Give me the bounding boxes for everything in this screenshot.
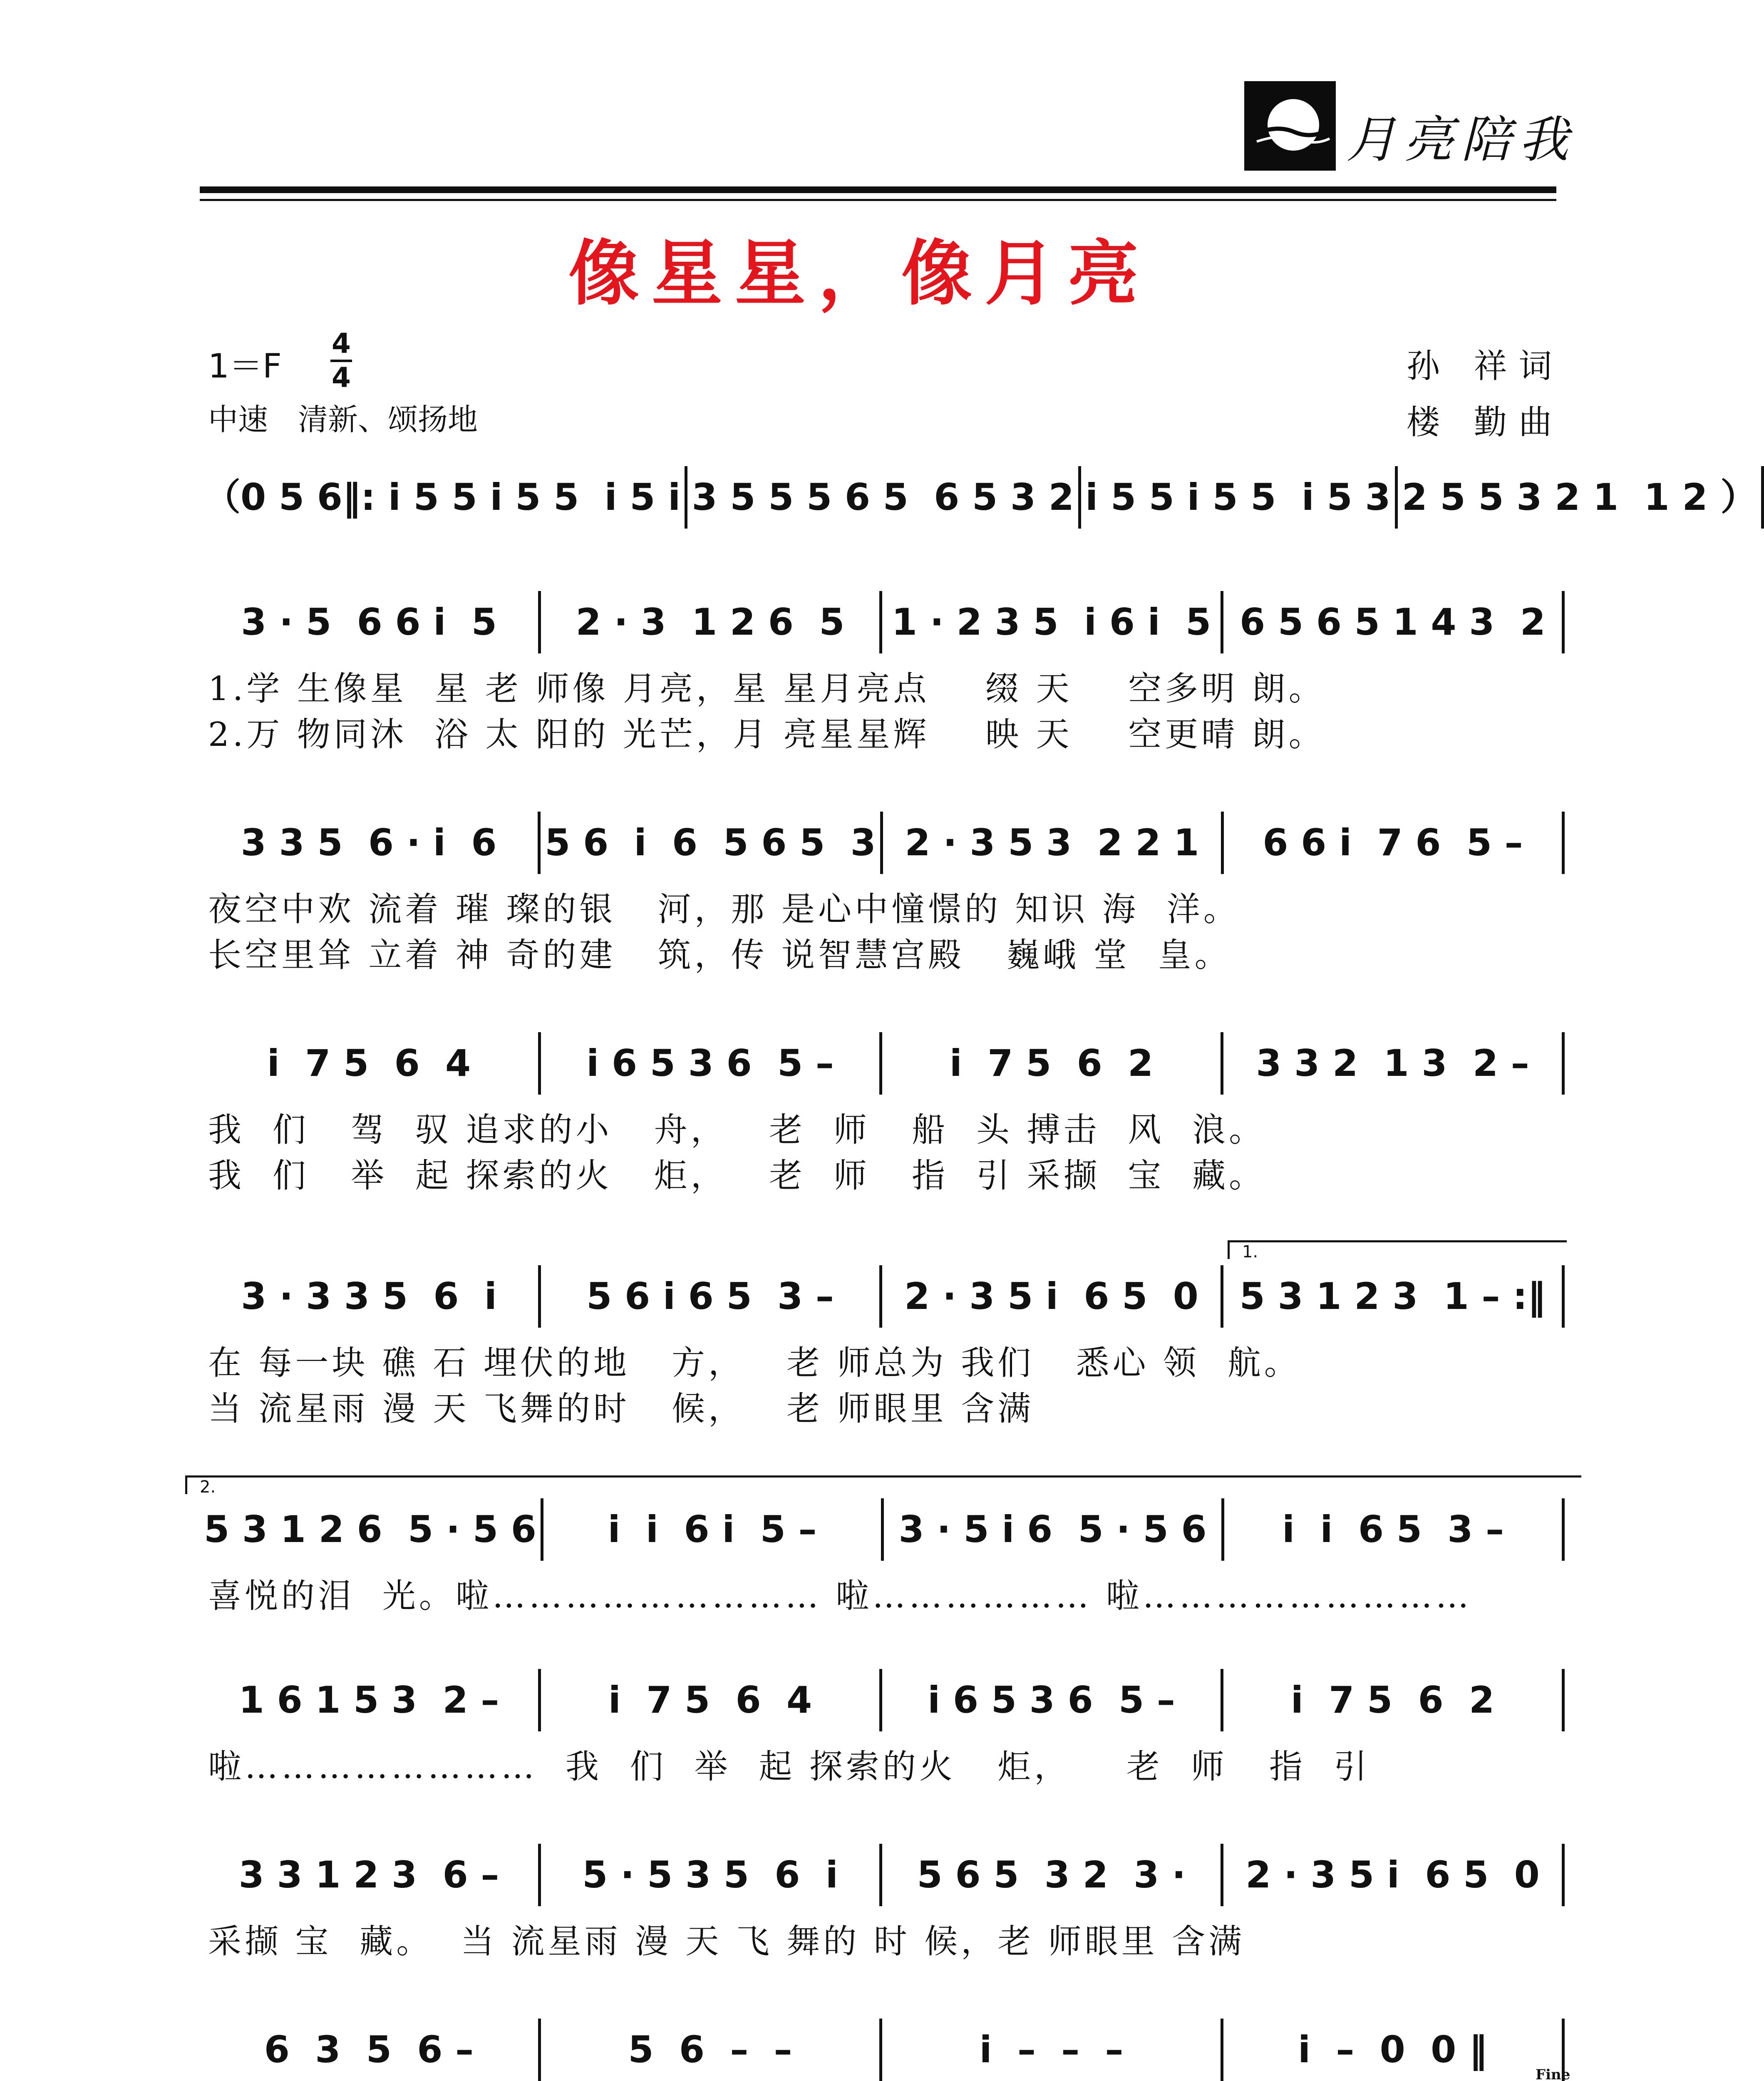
measure: i 6 5 3 6 5 – bbox=[541, 1032, 882, 1095]
measure: 2 5 5 3 2 1 1 2 ） bbox=[1398, 466, 1764, 529]
measure: 2 · 3 5 3 2 2 1 bbox=[883, 812, 1224, 874]
measure: i 5 5 i 5 5 i 5 3 bbox=[1081, 466, 1398, 529]
score-line-7 bbox=[200, 1669, 1565, 1802]
measure: 6 5 6 5 1 4 3 2 bbox=[1223, 591, 1565, 653]
score-line-1 bbox=[200, 466, 1757, 533]
measure: i 7 5 6 2 bbox=[882, 1032, 1223, 1095]
measure: i 7 5 6 4 bbox=[200, 1032, 541, 1095]
measure: 5 · 5 3 5 6 i bbox=[541, 1844, 882, 1906]
measure: 2 · 3 5 i 6 5 0 bbox=[882, 1265, 1223, 1328]
tempo-marking: 中速 清新、颂扬地 bbox=[208, 402, 478, 437]
fine-marking: Fine bbox=[1536, 2066, 1570, 2081]
time-signature bbox=[329, 329, 354, 393]
measure: i 6 5 3 6 5 – bbox=[882, 1669, 1223, 1731]
measure: i 7 5 6 2 bbox=[1223, 1669, 1565, 1731]
second-ending-bracket bbox=[185, 1475, 1581, 1497]
measure: 3 · 5 6 6 i 5 bbox=[200, 591, 541, 653]
measure: 1 · 2 3 5 i 6 i 5 bbox=[882, 591, 1223, 653]
lyric-line: 啦…………………… 我 们 举 起 探索的火 炬， 老 师 指 引 bbox=[208, 1747, 1370, 1786]
measure: i – 0 0 ‖ bbox=[1223, 2019, 1565, 2081]
time-signature-top: 4 bbox=[332, 328, 351, 360]
measure: 5 6 i 6 5 3 – bbox=[541, 1265, 882, 1328]
volta-label: 1. bbox=[1242, 1242, 1258, 1262]
volta-label: 2. bbox=[200, 1478, 216, 1497]
header-rule bbox=[200, 186, 1556, 193]
measure: i – – – bbox=[882, 2019, 1223, 2081]
lyric-verse-2: 当 流星雨 漫 天 飞舞的时 候， 老 师眼里 含满 bbox=[208, 1389, 1035, 1428]
score-line-8 bbox=[200, 1844, 1565, 1977]
lyric-verse-2: 长空里耸 立着 神 奇的建 筑，传 说智慧宫殿 巍峨 堂 皇。 bbox=[208, 936, 1231, 974]
lyric-line: 采撷 宝 藏。 当 流星雨 漫 天 飞 舞的 时 候，老 师眼里 含满 bbox=[208, 1922, 1245, 1961]
key-signature: 1＝F bbox=[208, 347, 282, 385]
lyric-verse-2: 我 们 举 起 探索的火 炬， 老 师 指 引 采撷 宝 藏。 bbox=[208, 1156, 1266, 1195]
score-line-5 bbox=[200, 1265, 1565, 1440]
lyric-verse-1: 我 们 驾 驭 追求的小 舟， 老 师 船 头 搏击 风 浪。 bbox=[208, 1110, 1266, 1149]
measure: 6 6 i 7 6 5 – bbox=[1224, 812, 1565, 874]
measure: 2 · 3 5 i 6 5 0 bbox=[1223, 1844, 1565, 1906]
lyric-verse-1: 在 每一块 礁 石 埋伏的地 方， 老 师总为 我们 悉心 领 航。 bbox=[208, 1343, 1301, 1382]
measure: 6 3 5 6 – bbox=[200, 2019, 541, 2081]
score-line-4 bbox=[200, 1032, 1565, 1207]
measure: 3 3 5 6 · i 6 bbox=[200, 812, 541, 874]
measure: 5 6 i 6 5 6 5 3 bbox=[541, 812, 883, 874]
score-line-2 bbox=[200, 591, 1565, 766]
measure: 3 3 2 1 3 2 – bbox=[1223, 1032, 1565, 1095]
song-title: 像星星，像月亮 bbox=[568, 232, 1151, 315]
lyric-verse-2: 2.万 物同沐 浴 太 阳的 光芒，月 亮星星辉 映 天 空更晴 朗。 bbox=[208, 715, 1325, 754]
first-ending-bracket bbox=[1228, 1240, 1567, 1262]
lyric-line: 喜悦的泪 光。啦……………………… 啦……………… 啦……………………… bbox=[208, 1577, 1472, 1615]
score-line-9 bbox=[200, 2019, 1565, 2081]
moon-logo-icon bbox=[1244, 81, 1336, 171]
measure: 3 5 5 5 6 5 6 5 3 2 bbox=[687, 466, 1081, 529]
measure: 3 3 1 2 3 6 – bbox=[200, 1844, 541, 1906]
score-line-3 bbox=[200, 812, 1565, 986]
measure: i i 6 5 3 – bbox=[1224, 1498, 1565, 1561]
measure: i i 6 i 5 – bbox=[543, 1498, 884, 1561]
measure: 5 6 – – bbox=[541, 2019, 882, 2081]
measure: 3 · 3 3 5 6 i bbox=[200, 1265, 541, 1328]
header-rule-thin bbox=[200, 199, 1556, 201]
measure: 5 3 1 2 3 1 – :‖ bbox=[1223, 1265, 1565, 1328]
score-line-6 bbox=[200, 1498, 1565, 1632]
measure: 1 6 1 5 3 2 – bbox=[200, 1669, 541, 1731]
composer: 楼 勤曲 bbox=[1407, 403, 1564, 442]
lyricist: 孙 祥词 bbox=[1407, 347, 1564, 385]
measure: 2 · 3 1 2 6 5 bbox=[541, 591, 882, 653]
measure: （0 5 6‖: i 5 5 i 5 5 i 5 i bbox=[200, 466, 687, 529]
measure: i 7 5 6 4 bbox=[541, 1669, 882, 1731]
measure: 5 3 1 2 6 5 · 5 6 bbox=[200, 1498, 543, 1561]
lyric-verse-1: 1.学 生像星 星 老 师像 月亮，星 星月亮点 缀 天 空多明 朗。 bbox=[208, 669, 1325, 708]
measure: 3 · 5 i 6 5 · 5 6 bbox=[884, 1498, 1224, 1561]
measure: 5 6 5 3 2 3 · bbox=[882, 1844, 1223, 1906]
lyric-verse-1: 夜空中欢 流着 璀 璨的银 河，那 是心中憧憬的 知识 海 洋。 bbox=[208, 890, 1240, 929]
logo-text: 月亮陪我 bbox=[1346, 111, 1576, 169]
time-signature-bottom: 4 bbox=[332, 362, 351, 394]
